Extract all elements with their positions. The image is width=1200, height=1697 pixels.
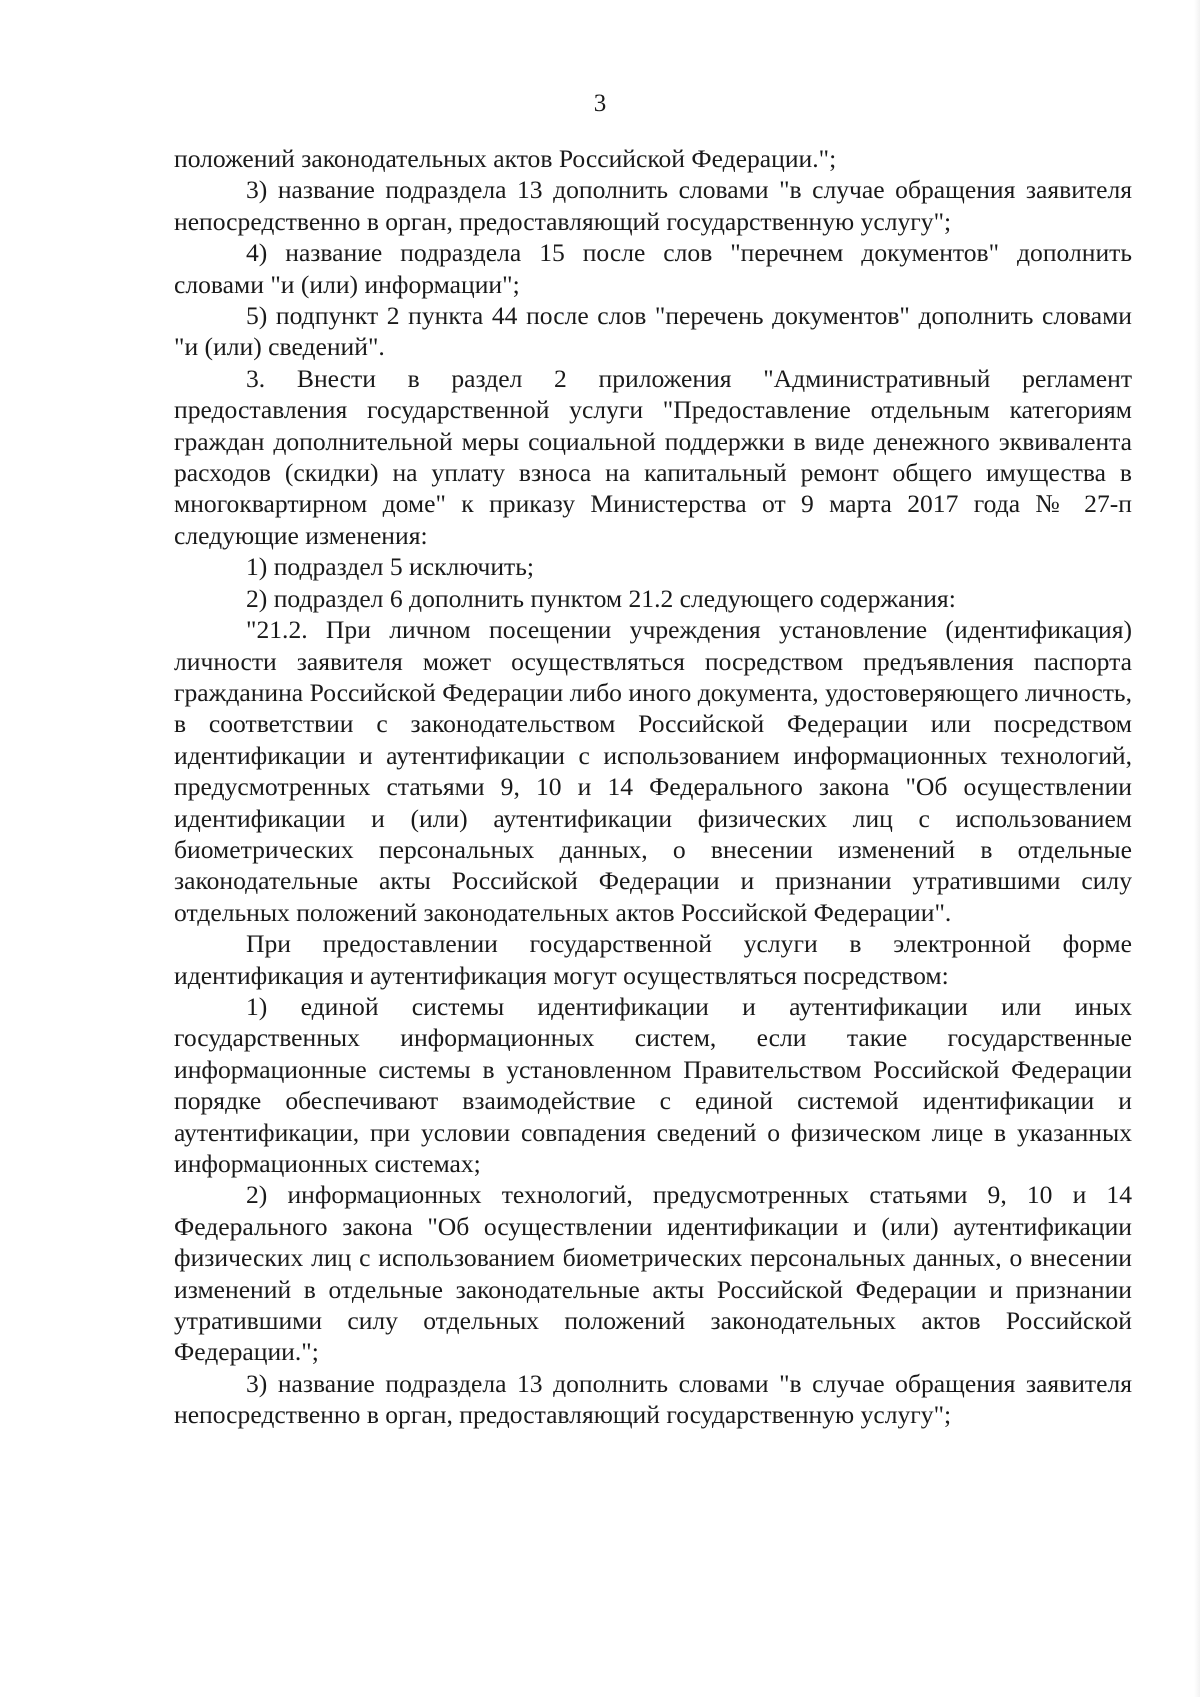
document-body	[174, 143, 1132, 1431]
paragraph-item-2-add-point: 2) подраздел 6 дополнить пунктом 21.2 следующего содержания:	[246, 583, 956, 613]
paragraph-item-1-exclude: 1) подраздел 5 исключить;	[246, 552, 534, 582]
paragraph-subitem-1-unified-system: 1) единой системы идентификации и аутентификации или иных государственных информационных систем, если такие государственные информационные системы в установленном Правительством Российской Федерации порядке обеспечивают взаимодействие с единой системой идентификации и аутентификации, при условии совпадения сведений о физическом лице в указанных информационных системах;	[174, 991, 1132, 1178]
paragraph-item-3-subsection-13-repeat: 3) название подраздела 13 дополнить словами "в случае обращения заявителя непосредственно в орган, предоставляющий государственную услугу";	[174, 1368, 1132, 1430]
paragraph-item-5-point-44: 5) подпункт 2 пункта 44 после слов "перечень документов" дополнить словами "и (или) сведений".	[174, 301, 1132, 362]
page-number: 3	[593, 90, 607, 117]
paragraph-section-3-amendments: 3. Внести в раздел 2 приложения "Административный регламент предоставления государственной услуги "Предоставление отдельным категориям граждан дополнительной меры социальной поддержки в виде денежного эквивалента расходов (скидки) на уплату взноса на капитальный ремонт общего имущества в многоквартирном доме" к приказу Министерства от 9 марта 2017 года № 27-п следующие изменения:	[174, 363, 1132, 550]
paragraph-point-21-2: "21.2. При личном посещении учреждения установление (идентификация) личности заявителя может осуществляться посредством предъявления паспорта гражданина Российской Федерации либо иного документа, удостоверяющего личность, в соответствии с законодательством Российской Федерации или посредством идентификации и аутентификации с использованием информационных технологий, предусмотренных статьями 9, 10 и 14 Федерального закона "Об осуществлении идентификации и (или) аутентификации физических лиц с использованием биометрических персональных данных, о внесении изменений в отдельные законодательные акты Российской Федерации и признании утратившими силу отдельных положений законодательных актов Российской Федерации".	[174, 615, 1132, 927]
paragraph-item-4-subsection-15: 4) название подраздела 15 после слов "перечнем документов" дополнить словами "и (или) информации";	[174, 238, 1132, 299]
paragraph-electronic-form: При предоставлении государственной услуги в электронной форме идентификация и аутентификация могут осуществляться посредством:	[174, 929, 1132, 990]
paragraph-continuation: положений законодательных актов Российской Федерации.";	[174, 144, 837, 173]
page-edge-shadow	[1194, 0, 1200, 1697]
paragraph-item-3-subsection-13: 3) название подраздела 13 дополнить словами "в случае обращения заявителя непосредственно в орган, предоставляющий государственную услугу";	[174, 175, 1132, 236]
paragraph-subitem-2-technologies: 2) информационных технологий, предусмотренных статьями 9, 10 и 14 Федерального закона "Об осуществлении идентификации и (или) аутентификации физических лиц с использованием биометрических персональных данных, о внесении изменений в отдельные законодательные акты Российской Федерации и признании утратившими силу отдельных положений законодательных актов Российской Федерации.";	[174, 1180, 1132, 1367]
